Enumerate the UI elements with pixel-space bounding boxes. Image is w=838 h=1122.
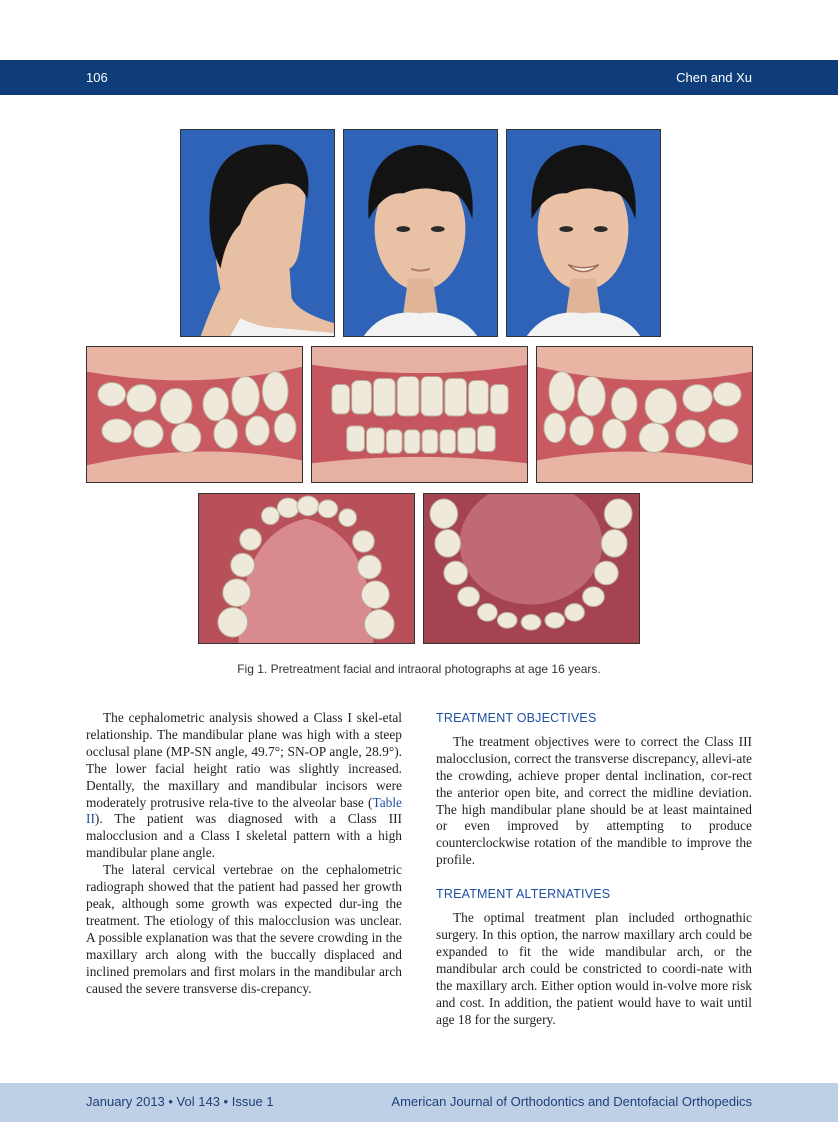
photo-occlusal-mandibular [423,493,640,644]
paragraph-alternatives: The optimal treatment plan included orthognathic surgery. In this option, the narrow maxillary arch could be expanded to fit the wide mandibular arch, or the mandibular arch could be constricted to coordi-nate with the maxillary arch. Either option would in-volve more risk and cost. In addition, the patient would have to wait until age 18 for the surgery. [436,910,752,1027]
photo-intraoral-left [536,346,753,483]
photo-occlusal-maxillary [198,493,415,644]
photo-intraoral-frontal [311,346,528,483]
page-number: 106 [86,70,108,85]
figure-caption: Fig 1. Pretreatment facial and intraoral photographs at age 16 years. [237,662,601,676]
photo-intraoral-right [86,346,303,483]
photo-facial-frontal [343,129,498,337]
table-ii-link[interactable]: Table II [86,794,402,827]
running-authors: Chen and Xu [676,70,752,85]
photo-facial-profile [180,129,335,337]
running-footer [0,1083,838,1122]
paragraph-text: ). The patient was diagnosed with a Class III malocclusion and a Class I skeletal pattern with a high mandibular plane angle. [86,811,402,861]
photo-facial-smile [506,129,661,337]
section-heading-objectives: TREATMENT OBJECTIVES [436,711,597,725]
section-heading-alternatives: TREATMENT ALTERNATIVES [436,887,611,902]
paragraph-growth: The lateral cervical vertebrae on the cephalometric radiograph showed that the patient had passed her growth peak, although some growth was expected dur-ing the treatment. The etiology of this malocclusion was unclear. A possible explanation was that the severe crowding in the maxillary arch along with the buccally displaced and inclined premolars and first molars in the mandibular arch caused the severe transverse dis-crepancy. [86,862,402,996]
right-column [436,710,752,1028]
paragraph-objectives: The treatment objectives were to correct the Class III malocclusion, correct the transverse discrepancy, allevi-ate the crowding, achieve proper dental inclination, cor-rect the anterior open bite, and correct the midline deviation. The high mandibular plane should be at least maintained or even improved by attempting to produce counterclockwise rotation of the mandible to improve the profile. [436,733,752,868]
left-column [86,710,402,997]
issue-info: January 2013 • Vol 143 • Issue 1 [86,1094,274,1109]
running-header [0,60,838,95]
paragraph-cephalometric [86,710,402,862]
journal-name: American Journal of Orthodontics and Dentofacial Orthopedics [391,1094,752,1109]
paragraph-text: The cephalometric analysis showed a Class I skel-etal relationship. The mandibular plane was high with a steep occlusal plane (MP-SN angle, 49.7°; SN-OP angle, 28.9°). The lower facial height ratio was slightly increased. Dentally, the maxillary and mandibular incisors were moderately protrusive rela-tive to the alveolar base ( [86,710,402,810]
